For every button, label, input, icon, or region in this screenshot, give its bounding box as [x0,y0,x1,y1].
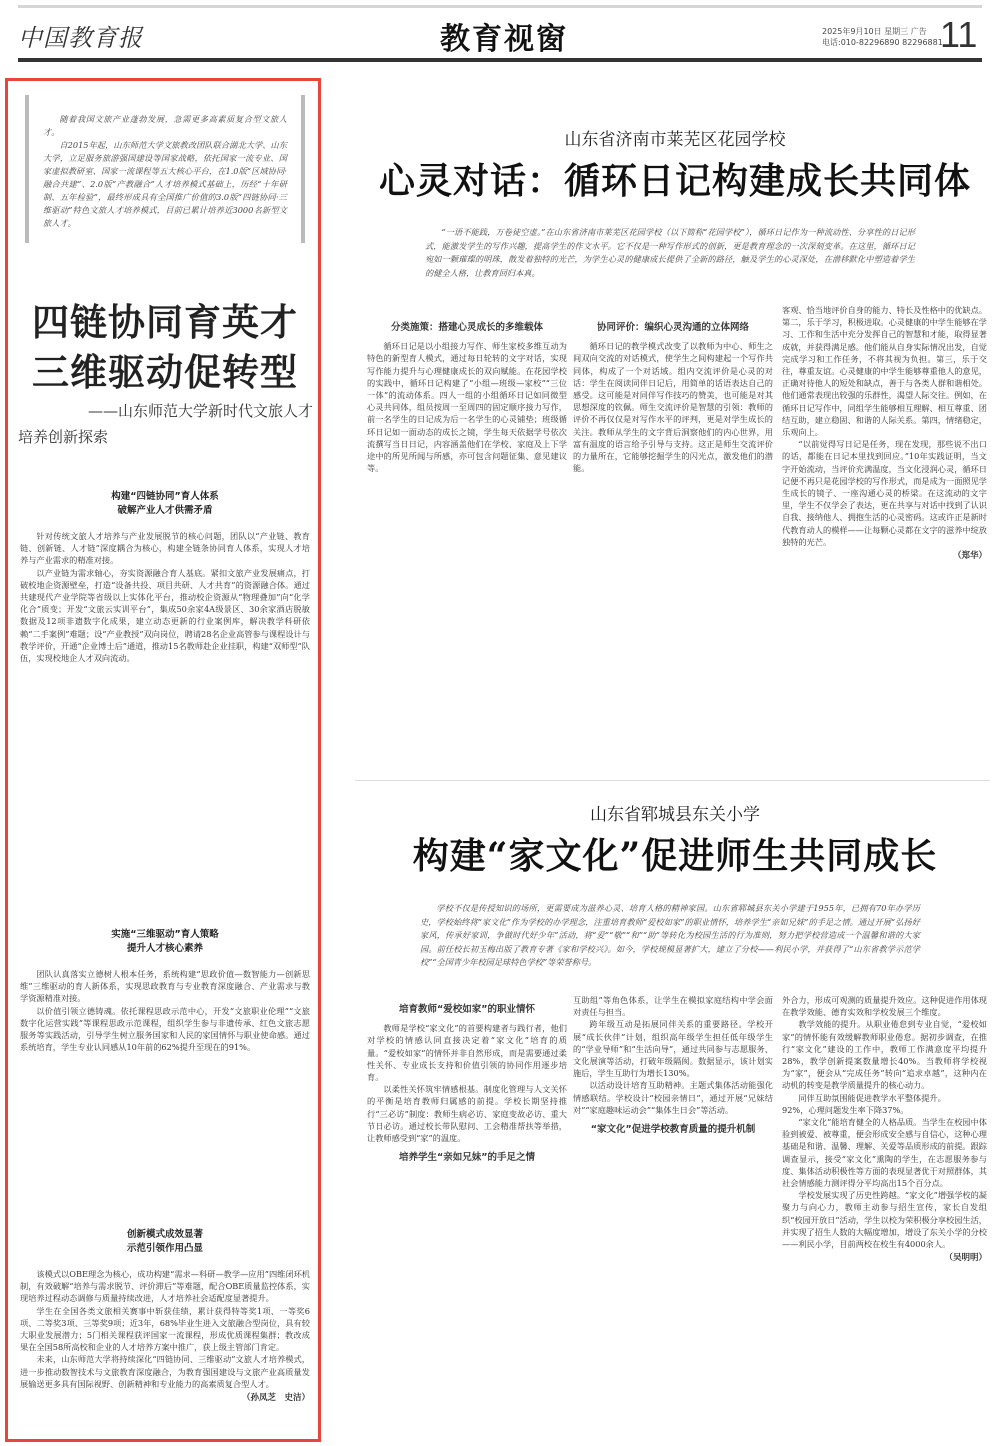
head-line: 实施“三维驱动”育人策略 [111,929,219,940]
paragraph: 以活动设计培育互助精神。主题式集体活动能强化情感联结。学校设计“校园亲情日”，通过开展“兄妹结对”“家庭趣味运动会”“集体生日会”等活动。 [573,1080,773,1115]
article1-column [573,314,773,744]
masthead-rule [18,58,982,62]
paragraph: 学校发展实现了历史性跨越。“家文化”增强学校的凝聚力与向心力，教师主动参与招生宣传，家长自发组织“校园开放日”活动，学生以校为荣积极分享校园生活，并实现了招生人数的大幅度增加，增设了东关小学的分校——利民小学，目前两校在校生有4000余人。 [782,1190,987,1250]
issue-meta [822,26,943,48]
left-section-head [20,1228,310,1256]
head-line: 提升人才核心素养 [126,943,203,954]
article1-column [782,304,987,744]
subtitle-line: ——山东师范大学新时代文旅人才 [87,402,313,420]
paragraph: 客观、恰当地评价自身的能力、特长及性格中的优缺点。第二，乐于学习，积极进取。心灵健康的中学生能够在学习、工作和生活中充分发挥自己的智慧和才能，取得显著成就，并获得满足感。他们能从自身实际情况出发，自觉完成学习和工作任务，不将其视为负担。第三，乐于交往，尊重友谊。心灵健康的中学生能够尊重他人的意见，正确对待他人的短处和缺点，善于与各类人群和谐相处。他们通常表现出较强的乐群性，渴望人际交往。例如，在循环日记写作中，同组学生能够相互理解、相互尊重、团结互助，建立稳固、和谐的人际关系。第四，情绪稳定，乐观向上。 [782,305,987,438]
issue-date: 2025年9月10日 星期三 广告 [822,27,927,36]
byline: （吴明明） [944,1253,987,1264]
left-section-body [20,1268,310,1438]
paragraph: “一语不能践，万卷徒空虚。”在山东省济南市莱芜区花园学校（以下简称“花园学校”），循环日记作为一种流动性、分享性的日记形式，能激发学生的写作兴趣，提高学生的作文水平。它不仅是一种写作形式的创新，更是教育理念的一次深刻变革。在这里，循环日记宛如一颗璀璨的明珠，散发着独特的光芒，为学生心灵的健康成长提供了全新的路径，触及学生的心灵深处，在潜移默化中塑造着学生的健全人格，让教育回归本真。 [425,227,915,278]
article1-column [367,314,567,744]
article2-column [782,994,987,1440]
article1-intro [425,226,915,280]
top-rule [18,5,982,8]
column-subhead: 培养学生“亲如兄妹”的手足之情 [399,1152,535,1164]
article2-kicker: 山东省郓城县东关小学 [590,805,760,825]
column-subhead: “家文化”促进学校教育质量的提升机制 [590,1124,756,1136]
ad-phone: 电话:010-82296890 82296881 [822,38,943,47]
left-section-head [20,928,310,956]
paragraph: 跨年级互动是拓展同伴关系的重要路径。学校开展“成长伙伴”计划，组织高年级学生担任低年级学生的“学业导师”和“生活向导”，通过共同参与志愿服务、文化展演等活动，打破年级隔阂。数据显示，该计划实施后，学生互助行为增长130%。 [573,1019,773,1079]
byline: （郑华） [952,551,987,562]
article-divider [355,780,990,781]
paragraph: 教师是学校“家文化”的首要构建者与践行者，他们对学校的情感认同直接决定着“家文化”培育的质量。“爱校如家”的情怀并非自然形成，而是需要通过柔性关怀、专业成长支持和价值引领的协同作用逐步培育。 [367,1023,567,1083]
intro-para: 随着我国文旅产业蓬勃发展，急需更多高素质复合型文旅人才。 [43,114,287,137]
page-number: 11 [940,14,978,55]
intro-para: 自2015年起，山东师范大学文旅教改团队联合湖北大学、山东大学，立足服务旅游强国建设等国家战略，依托国家一流专业、国家虚拟教研室、国家一流课程等五大核心平台，在1.0版“区域协同·融合共建”、2.0版“产教融合”人才培养模式基础上，历经“十年研制、五年检验”，最终形成具有全国推广价值的3.0版“四链协同·三维驱动”特色文旅人才培养模式，目前已累计培养近3000名新型文旅人才。 [43,140,287,228]
head-line: 示范引领作用凸显 [126,1243,203,1254]
left-section-head [20,490,310,518]
paragraph: 以产业链为需求轴心，夯实资源融合育人基底。紧扣文旅产业发展痛点，打破校地企资源壁垒，打造“设备共投、项目共研、人才共育”的资源融合体。通过共建现代产业学院等省级以上实体化平台，推动校企资源从“物理叠加”向“化学化合”质变；开发“文旅云实训平台”，集成50余家4A级景区、30余家酒店脱敏数据及12项非遗数字化成果，建立动态更新的行业案例库，解决教学科研依赖“二手案例”难题；设“产业教授”双向岗位，聘请28名企业高管参与课程设计与教学评价，开通“企业博士后”通道，推动15名教师赴企业挂职，构建“双师型”队伍，实现校地企人才双向流动。 [20,567,310,664]
paragraph: 以柔性关怀筑牢情感根基。制度化管理与人文关怀的平衡是培育教师归属感的前提。学校长期坚持推行“三必访”制度：教师生病必访、家庭变故必访、重大节日必访。通过校长带队慰问、工会精准帮扶等举措，让教师感受到“家”的温度。 [367,1084,567,1144]
paragraph: “以前觉得写日记是任务，现在发现，那些说不出口的话，都能在日记本里找到回应。”10年实践证明，当文字开始流动，当评价充满温度，当文化浸润心灵，循环日记便不再只是花园学校的写作形式，而是成为一面照见学生成长的镜子、一座沟通心灵的桥梁。在这流动的文字里，学生不仅学会了表达，更在共享与对话中找到了认识自我、接纳他人、拥抱生活的心灵密码。这或许正是新时代教育动人的模样——让每颗心灵都在文字的滋养中绽放独特的光芒。 [782,439,987,547]
left-article-subtitle [18,398,313,450]
title-line: 三维驱动促转型 [32,350,298,394]
paragraph: 外合力，形成可观测的质量提升效应。这种促进作用体现在教学效能、德育实效和学校发展三个维度。 [782,995,987,1018]
head-line: 破解产业人才供需矛盾 [117,505,213,516]
head-line: 构建“四链协同”育人体系 [111,491,219,502]
paragraph: 学生在全国各类文旅相关赛事中斩获佳绩，累计获得特等奖1项、一等奖6项、二等奖3项、三等奖9项；近3年，68%毕业生进入文旅融合型岗位，具有较大职业发展潜力；5门相关课程获评国家一流课程，形成优质课程集群；教改成果在全国58所高校和企业的人才培养方案中推广，获上级主管部门肯定。 [20,1305,310,1353]
paragraph: 学校不仅是传授知识的场所，更需要成为滋养心灵、培育人格的精神家园。山东省郓城县东关小学建于1955年，已拥有70年办学历史，学校始终将“家文化”作为学校的办学理念，注重培育教师“爱校如家”的职业情怀，培养学生“亲如兄妹”的手足之情。通过开展“弘扬好家风，传承好家训，争做时代好少年”活动，将“爱”“敬”“和”“助”等转化为校园生活的行为准则，努力把学校营造成一个温馨和谐的大家园。前任校长初玉梅出版了教育专著《家和学校兴》。如今，学校规模显著扩大，建立了分校——利民小学，并获得了“山东省教学示范学校”“全国青少年校园足球特色学校”等荣誉称号。 [420,903,920,967]
article2-title: 构建“家文化”促进师生共同成长 [412,835,938,877]
paragraph: 团队认真落实立德树人根本任务，系统构建“思政价值—数智能力—创新思维”三维驱动的育人新体系，实现思政教育与专业教育深度融合、产业需求与教学资源精准对接。 [20,969,310,1004]
paragraph: 循环日记是以小组接力写作、师生家校多维互动为特色的新型育人模式，通过每日轮转的文字对话，实现写作能力提升与心理健康成长的双向赋能。在花园学校的实践中，循环日记构建了“小组—班级—家校”“三位一体”的流动体系。四人一组的小组循环日记如同微型心灵共同体，组员按周一至周四的固定顺序接力写作，前一名学生的日记成为后一名学生的心灵铺垫；班级循环日记如一面动态的成长之镜，学生每天依据学号依次流撰写当日日记，内容涵盖他们在学校、家庭及上下学途中的所见所闻与所感，亦可包含问题征集、意见建议等。 [367,341,567,474]
newspaper-logo: 中国教育报 [18,24,143,52]
paragraph: 该模式以OBE理念为核心，成功构建“需求—科研—教学—应用”四维闭环机制，有效破解“培养与需求脱节、评价滞后”等难题，配合OBE质量监控体系，实现培养过程动态调修与质量持续改进，人才培养社会适配度显著提升。 [20,1269,310,1304]
title-line: 四链协同育英才 [32,300,298,344]
left-article-intro [25,95,305,243]
column-subhead: 分类施策：搭建心灵成长的多维载体 [390,322,543,333]
paragraph: 以价值引领立德铸魂。依托课程思政示范中心，开发“文旅职业伦理”“文旅数字化运营实践”等课程思政示范课程，组织学生参与非遗传承、红色文旅志愿服务等实践活动，引导学生树立服务国家和人民的家国情怀与职业使命感。通过系统培育，学生专业认同感从10年前的62%提升至现在的91%。 [20,1005,310,1053]
paragraph: 未来，山东师范大学将持续深化“四链协同、三维驱动”文旅人才培养模式，进一步推动数智技术与文旅教育深度融合，为教育强国建设与文旅产业高质量发展输送更多具有国际视野、创新精神和专业能力的高素质复合型人才。 [20,1354,310,1389]
left-section-body [20,530,310,920]
paragraph: 92%，心理问题发生率下降37%。 [782,1104,909,1115]
article2-column [573,994,773,1440]
byline: （孙凤芝 史洁） [241,1393,310,1404]
left-article-title [20,297,310,397]
column-subhead: 培育教师“爱校如家”的职业情怀 [399,1004,535,1015]
column-subhead: 协同评价：编织心灵沟通的立体网络 [596,322,749,333]
paragraph: 互助组”等角色体系，让学生在模拟家庭结构中学会面对责任与担当。 [573,995,773,1018]
left-section-body [20,968,310,1218]
section-title: 教育视窗 [440,22,568,57]
paragraph: 同伴互助氛围能促进教学水平整体提升。 [798,1092,946,1103]
head-line: 创新模式成效显著 [126,1229,203,1240]
article2-column [367,996,567,1440]
paragraph: 针对传统文旅人才培养与产业发展脱节的核心问题，团队以“产业链、教育链、创新链、人才链”深度耦合为核心，构建全链条协同育人体系，实现人才培养与产业需求的精准对接。 [20,531,310,566]
paragraph: 教学效能的提升。从职业倦怠到专业自觉，“爱校如家”的情怀能有效缓解教师职业倦怠。据初步调查，在推行“家文化”建设的工作中，教师工作满意度平均提升28%，教学创新提案数量增长40%。当教师将学校视为“家”，便会从“完成任务”转向“追求卓越”，这种内在动机的转变是教学质量提升的核心动力。 [782,1019,987,1091]
paragraph: “家文化”能培育健全的人格品质。当学生在校园中体验到被爱、被尊重，便会形成安全感与自信心，这种心理基础是和谐、温馨、理解、关爱等品质形成的前提。跟踪调查显示，接受“家文化”熏陶的学生，在志愿服务参与度、集体活动积极性等方面的表现显著优于对照群体，其社会情感能力测评得分平均高出15个百分点。 [782,1117,987,1189]
paragraph: 循环日记的教学模式改变了以教师为中心、师生之间双向交流的对话模式，使学生之间构建起一个写作共同体，构成了一个对话域。组内交流评价是心灵的对话：学生在阅读同伴日记后，用简单的话语表达自己的感受。这可能是对同伴写作技巧的赞美，也可能是对其思想深度的钦佩。师生交流评价是智慧的引领：教师的评价不再仅仅是对写作水平的评判，更是对学生成长的关注。教师从学生的文字背后洞察他们的内心世界，用富有温度的语言给予引导与支持。这正是师生交流评价的力量所在，它能够挖掘学生的闪光点，激发他们的潜能。 [573,341,773,474]
article1-kicker: 山东省济南市莱芜区花园学校 [564,130,786,150]
article1-title: 心灵对话：循环日记构建成长共同体 [378,160,971,202]
article2-intro [420,902,920,970]
subtitle-line: 培养创新探索 [18,428,109,446]
